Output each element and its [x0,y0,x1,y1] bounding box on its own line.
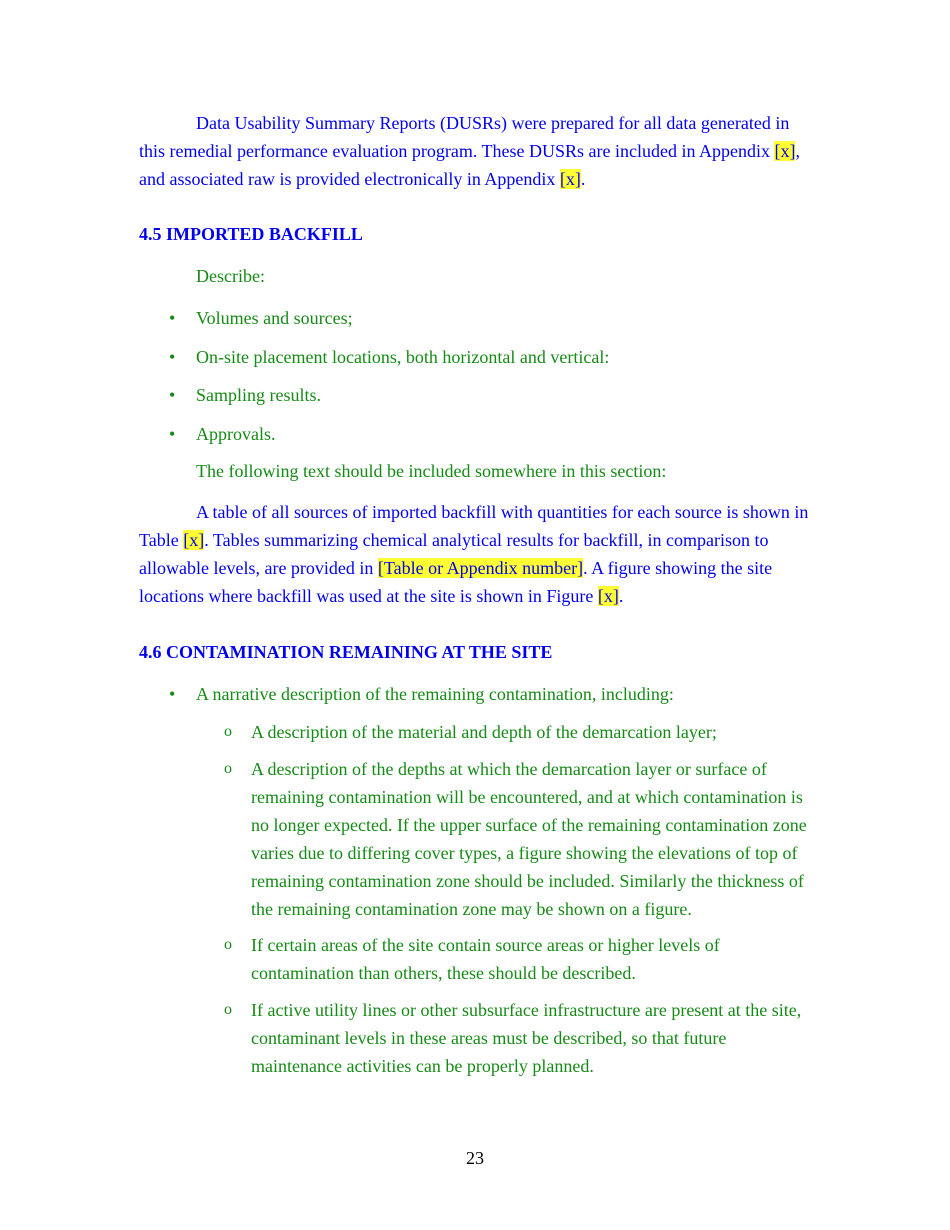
bullet-volumes-sources: Volumes and sources; [196,308,353,328]
bullet-icon: • [169,347,176,367]
sub-bullet-icon: o [224,760,232,777]
describe-label: Describe: [196,266,265,286]
bullet-narrative-description: A narrative description of the remaining contamination, including: [196,684,674,704]
sub-bullet-icon: o [224,723,232,740]
sub-item-utility-lines: If active utility lines or other subsurface infrastructure are present at the site, contaminant levels in these areas must be described, so that future maintenance activities can be properly planned. [251,1000,802,1076]
bullet-icon: • [169,684,176,704]
bullet-icon: • [169,308,176,328]
backfill-text-1: A table of all sources of imported backfill with quantities for each source is shown in Table [139,502,809,550]
instruction-text: The following text should be included somewhere in this section: [196,461,667,481]
section-heading-contamination-remaining: 4.6 CONTAMINATION REMAINING AT THE SITE [139,642,553,662]
backfill-text-4: . [618,586,624,606]
sub-item-demarcation-layer: A description of the material and depth of the demarcation layer; [251,722,717,742]
section-heading-imported-backfill: 4.5 IMPORTED BACKFILL [139,224,363,244]
placeholder-figure: [x] [597,586,619,606]
bullet-sampling-results: Sampling results. [196,385,321,405]
dusr-text-2: , and associated raw is provided electronically in Appendix [139,141,800,189]
backfill-paragraph [139,498,819,610]
bullet-placement-locations: On-site placement locations, both horizontal and vertical: [196,347,610,367]
dusr-paragraph [139,109,819,193]
dusr-text-1: Data Usability Summary Reports (DUSRs) were prepared for all data generated in this remedial performance evaluation program. These DUSRs are included in Appendix [139,113,790,161]
placeholder-appendix-2: [x] [559,169,581,189]
bullet-icon: • [169,385,176,405]
placeholder-appendix-1: [x] [774,141,796,161]
sub-item-depths: A description of the depths at which the demarcation layer or surface of remaining contamination will be encountered, and at which contamination is no longer expected. If the upper surface of the remaining contamination zone varies due to differing cover types, a figure showing the elevations of top of remaining contamination zone should be included. Similarly the thickness of the remaining contamination zone may be shown on a figure. [251,759,807,919]
sub-bullet-icon: o [224,936,232,953]
placeholder-table: [x] [183,530,205,550]
placeholder-table-or-appendix: [Table or Appendix number] [377,558,584,578]
sub-bullet-icon: o [224,1001,232,1018]
bullet-icon: • [169,424,176,444]
dusr-text-3: . [580,169,586,189]
sub-item-source-areas: If certain areas of the site contain source areas or higher levels of contamination than others, these should be described. [251,935,720,983]
backfill-text-3: . A figure showing the site locations where backfill was used at the site is shown in Figure [139,558,773,606]
bullet-approvals: Approvals. [196,424,276,444]
backfill-text-2: . Tables summarizing chemical analytical results for backfill, in comparison to allowable levels, are provided in [139,530,769,578]
page-number: 23 [466,1148,484,1168]
